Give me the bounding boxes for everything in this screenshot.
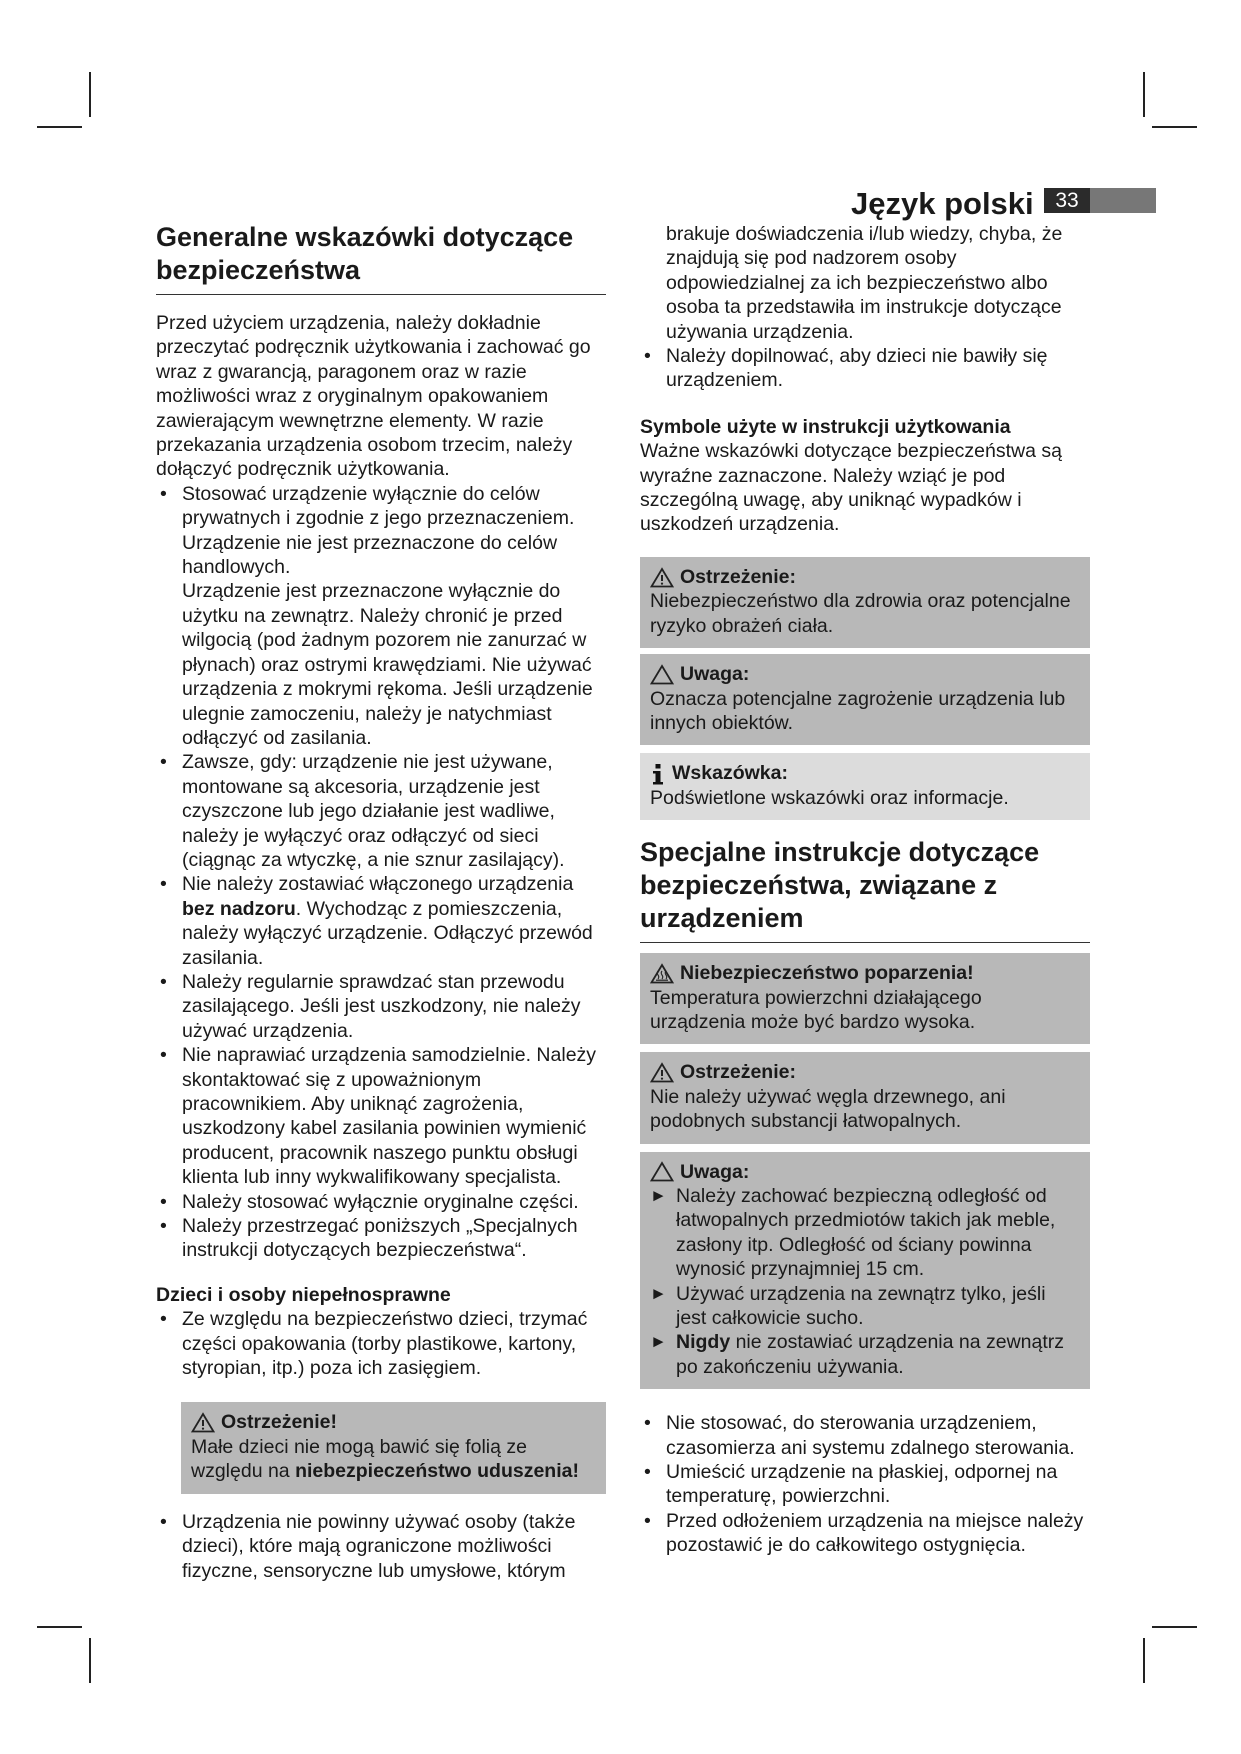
list-item: • Umieścić urządzenie na płaskiej, odpornej na temperaturę, powierzchni. [640,1460,1090,1509]
warning-box [640,1052,1090,1143]
caution-list [640,1184,1080,1379]
list-item: • Zawsze, gdy: urządzenie nie jest używane, montowane są akcesoria, urządzenie jest czyszczone lub jego działanie jest wadliwe, należy je wyłączyć oraz odłączyć od sieci (ciągnąc za wtyczkę, a nie sznur zasilający). [156,750,606,872]
crop-mark [1143,1638,1145,1683]
box-text: Nie należy używać węgla drzewnego, ani podobnych substancji łatwopalnych. [650,1085,1006,1133]
page-number: 33 [1044,188,1090,213]
warning-box [181,1402,606,1493]
left-column [156,221,606,1583]
caution-box [640,1152,1090,1390]
children-heading: Dzieci i osoby niepełnosprawne [156,1283,451,1306]
crop-mark [1152,1626,1197,1628]
list [156,1510,606,1583]
children-list [156,1307,606,1380]
caution-triangle-icon [650,664,674,685]
section-title: Generalne wskazówki dotyczące bezpieczeństwa [156,221,606,295]
list-item [156,482,606,750]
box-title: Wskazówka: [672,762,788,785]
warning-box [640,557,1090,648]
list-item: ► Należy zachować bezpieczną odległość od łatwopalnych przedmiotów takich jak meble, zasłony itp. Odległość od ściany powinna wynosić przynajmniej 15 cm. [640,1184,1080,1282]
hint-box [640,753,1090,820]
warning-triangle-icon [650,567,674,588]
crop-mark [89,72,91,117]
box-title: Uwaga: [680,1160,750,1183]
list-item: • Przed odłożeniem urządzenia na miejsce należy pozostawić je do całkowitego ostygnięcia. [640,1509,1090,1558]
list-item-text: Urządzenie jest przeznaczone wyłącznie do użytku na zewnątrz. Należy chronić je przed wilgocią (pod żadnym pozorem nie zanurzać w płynach) oraz ostrymi krawędziami. Nie używać urządzenia z mokrymi rękoma. Jeśli urządzenie ulegnie zamoczeniu, należy je natychmiast odłączyć od zasilania. [182,580,593,749]
box-text: Oznacza potencjalne zagrożenie urządzenia lub innych obiektów. [650,687,1066,734]
continued-list [640,222,1090,393]
list-item: • Należy przestrzegać poniższych „Specjalnych instrukcji dotyczących bezpieczeństwa“. [156,1214,606,1263]
warning-box-title: Ostrzeżenie! [191,1410,596,1434]
caution-triangle-icon [650,1161,674,1182]
crop-mark [89,1638,91,1683]
box-title: Uwaga: [680,663,750,686]
list-item: • Urządzenia nie powinny używać osoby (także dzieci), które mają ograniczone możliwości fizyczne, sensoryczne lub umysłowe, którym [156,1510,606,1583]
list-item: • Należy dopilnować, aby dzieci nie bawiły się urządzeniem. [640,344,1090,393]
list-item-continued: brakuje doświadczenia i/lub wiedzy, chyba, że znajdują się pod nadzorem osoby odpowiedzialnej za ich bezpieczeństwo albo osoba ta przedstawiła im instrukcje dotyczące używania urządzenia. [666,223,1063,343]
box-title: Niebezpieczeństwo poparzenia! [680,962,974,985]
list-item: • Nie należy zostawiać włączonego urządzenia bez nadzoru. Wychodząc z pomieszczenia, należy wyłączyć urządzenie. Odłączyć przewód zasilania. [156,872,606,970]
box-text: Niebezpieczeństwo dla zdrowia oraz potencjalne ryzyko obrażeń ciała. [650,590,1071,637]
warning-triangle-icon [191,1412,215,1433]
warning-triangle-icon [650,1062,674,1083]
burn-warning-box [640,953,1090,1044]
box-text: Temperatura powierzchni działającego urządzenia może być bardzo wysoka. [650,986,982,1033]
crop-mark [37,1626,82,1628]
right-column [640,222,1090,1558]
hot-surface-icon [650,963,674,984]
list-item: • Ze względu na bezpieczeństwo dzieci, trzymać części opakowania (torby plastikowe, kartony, styropian, itp.) poza ich zasięgiem. [156,1307,606,1380]
symbols-heading: Symbole użyte w instrukcji użytkowania [640,415,1011,438]
warning-box-text: Małe dzieci nie mogą bawić się folią ze względu na niebezpieczeństwo uduszenia! [191,1435,579,1483]
list-item: • Nie stosować, do sterowania urządzeniem, czasomierza ani systemu zdalnego sterowania. [640,1411,1090,1460]
list-item: ► Używać urządzenia na zewnątrz tylko, jeśli jest całkowicie sucho. [640,1282,1080,1331]
list-item: ► Nigdy nie zostawiać urządzenia na zewnątrz po zakończeniu używania. [640,1330,1080,1379]
list-item: • Nie naprawiać urządzenia samodzielnie. Należy skontaktować się z upoważnionym pracownikiem. Aby uniknąć zagrożenia, uszkodzony kabel zasilania powinien wymienić producent, pracownik naszego punktu obsługi klienta lub inny wykwalifikowany specjalista. [156,1043,606,1189]
list-item: • Należy stosować wyłącznie oryginalne części. [156,1190,606,1214]
caution-box [640,654,1090,745]
safety-list [156,482,606,1263]
end-list [640,1411,1090,1557]
intro-paragraph: Przed użyciem urządzenia, należy dokładnie przeczytać podręcznik użytkowania i zachować go wraz z gwarancją, paragonem oraz w razie możliwości wraz z oryginalnym opakowaniem zawierającym wewnętrzne elementy. W razie przekazania urządzenia osobom trzecim, należy dołączyć podręcznik użytkowania. [156,312,591,481]
box-title: Ostrzeżenie: [680,1061,796,1084]
crop-mark [1143,72,1145,117]
list-item: • Należy regularnie sprawdzać stan przewodu zasilającego. Jeśli jest uszkodzony, nie należy używać urządzenia. [156,970,606,1043]
list-item-text: Stosować urządzenie wyłącznie do celów prywatnych i zgodnie z jego przeznaczeniem. Urządzenie nie jest przeznaczone do celów handlowych. [182,482,575,579]
section-title: Specjalne instrukcje dotyczące bezpieczeństwa, związane z urządzeniem [640,836,1090,943]
info-icon [650,763,666,785]
symbols-text: Ważne wskazówki dotyczące bezpieczeństwa są wyraźne zaznaczone. Należy wziąć je pod szczególną uwagę, aby uniknąć wypadków i uszkodzeń urządzenia. [640,440,1062,536]
language-header: Język polski [851,186,1034,221]
box-title: Ostrzeżenie: [680,565,796,588]
crop-mark [1152,126,1197,128]
crop-mark [37,126,82,128]
box-text: Podświetlone wskazówki oraz informacje. [650,786,1009,809]
